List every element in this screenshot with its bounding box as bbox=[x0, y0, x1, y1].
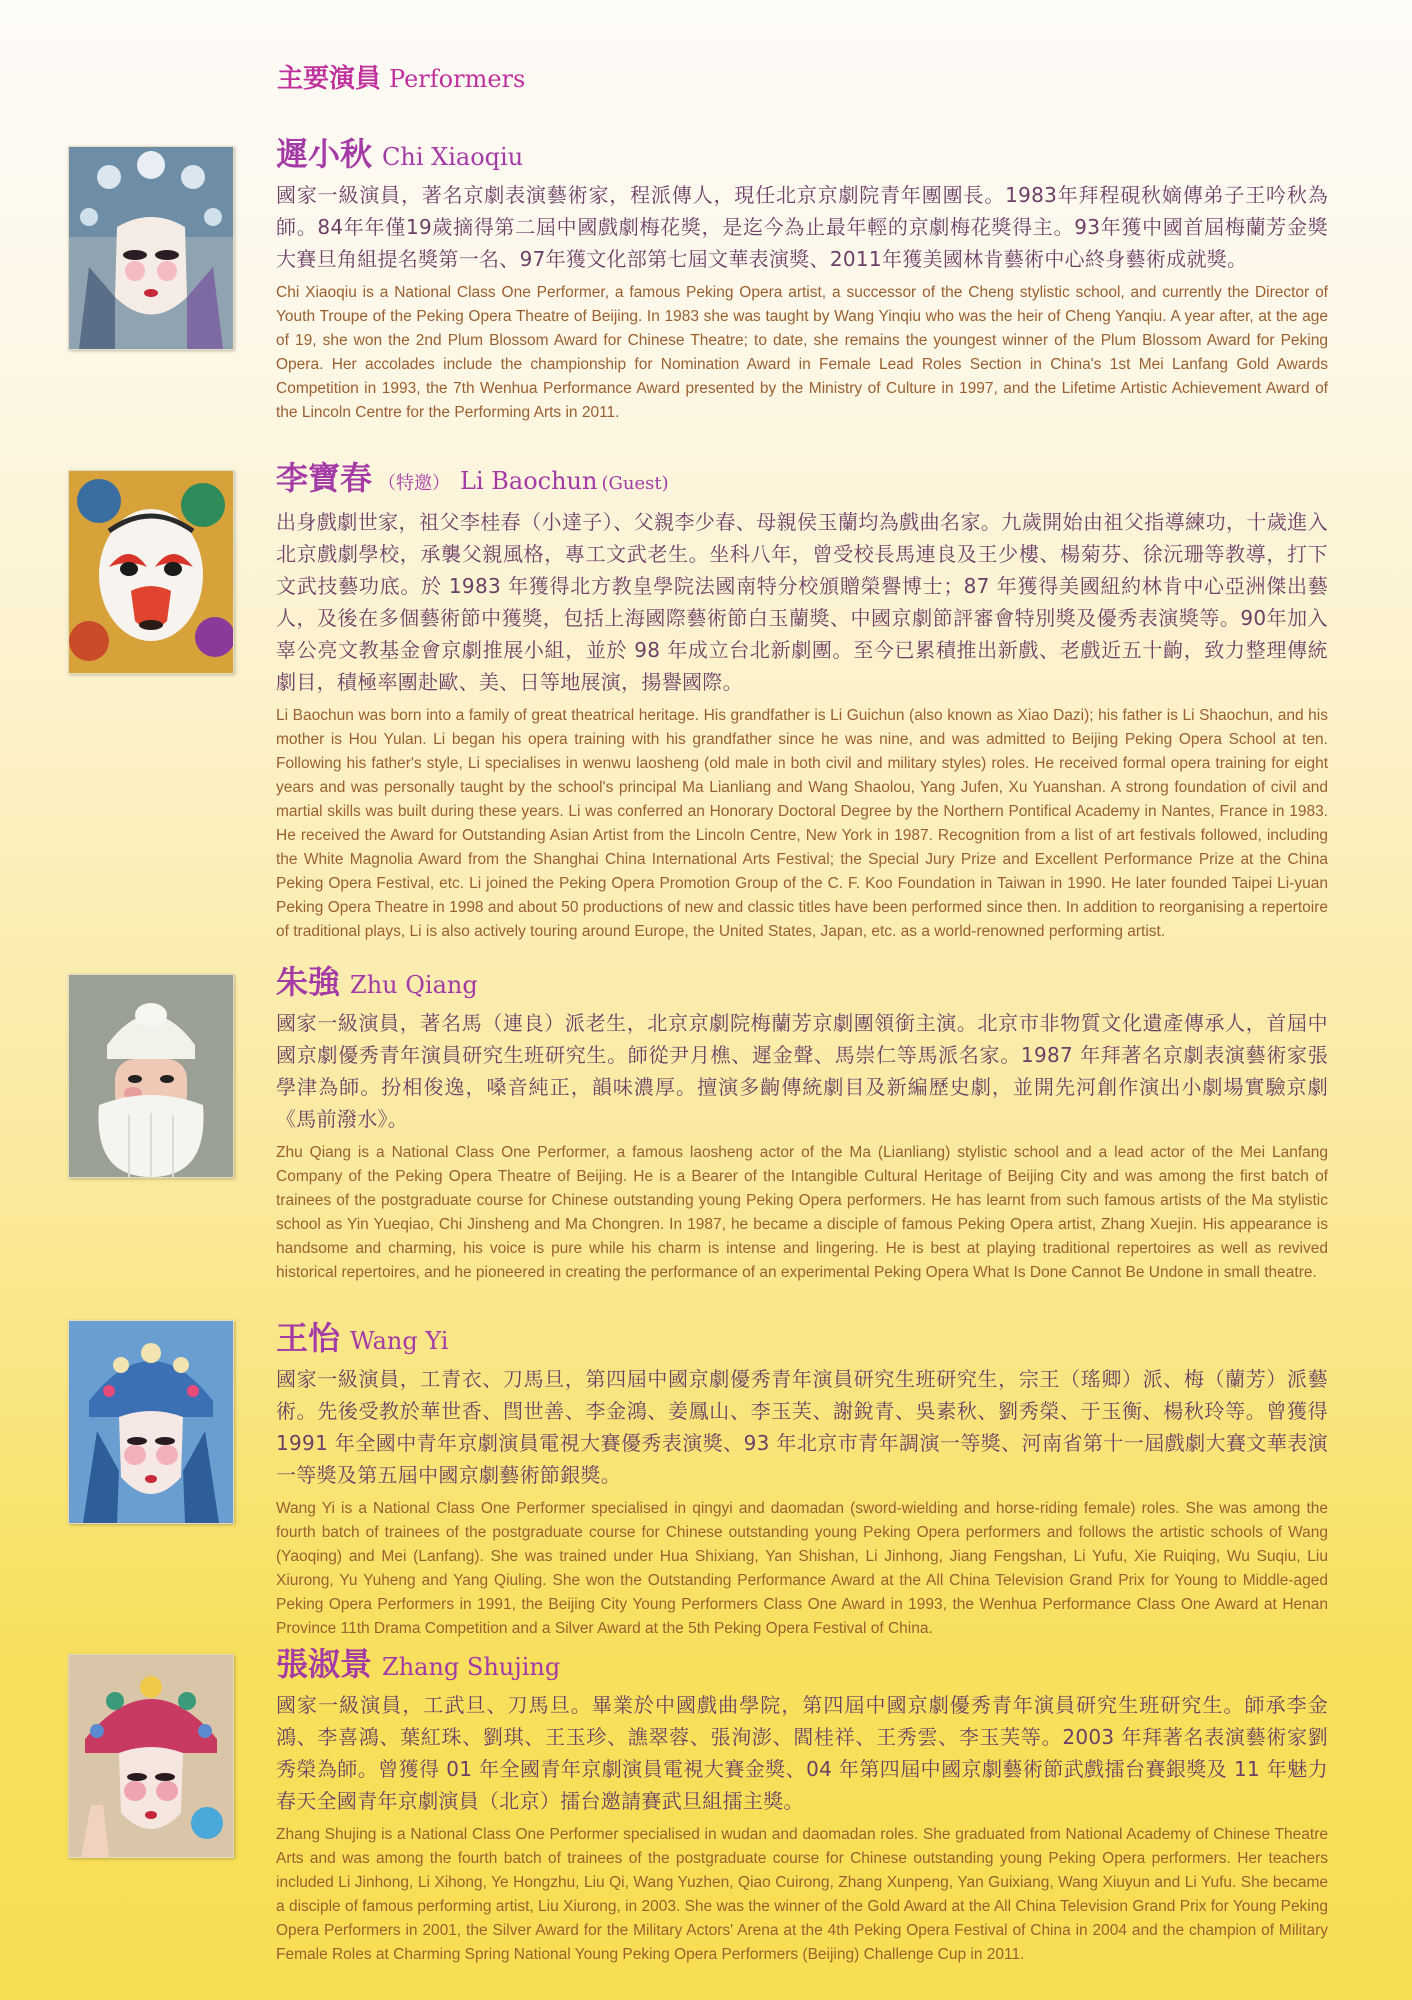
performer-bio-en: Wang Yi is a National Class One Performer specialised in qingyi and daomadan (sword-wielding and horse-riding female) roles. She was among the fourth batch of trainees of the postgraduate course for Chinese outstanding young Peking Opera performers and follows the artistic schools of Wang (Yaoqing) and Mei (Lanfang). She was trained under Hua Shixiang, Yan Shishan, Li Jinhong, Jiang Fengshan, Li Yufu, Xie Ruiqing, Wu Suqiu, Liu Xiurong, Yu Yuheng and Yang Qiuling. She won the Outstanding Performance Award at the All China Television Grand Prix for Young to Middle-aged Peking Opera Performers in 1991, the Beijing City Young Performers Class One Award in 1993, the Wenhua Performance Class One Award at Henan Province 11th Drama Competition and a Silver Award at the 5th Peking Opera Festival of China. bbox=[276, 1500, 1328, 1637]
performer-bio-zh: 國家一級演員，著名京劇表演藝術家，程派傳人，現任北京京劇院青年團團長。1983年拜程硯秋嫡傳弟子王吟秋為師。84年年僅19歲摘得第二屆中國戲劇梅花獎，是迄今為止最年輕的京劇梅花獎得主。93年獲中國首屆梅蘭芳金獎大賽旦角組提名獎第一名、97年獲文化部第七屆文華表演獎、2011年獲美國林肯藝術中心終身藝術成就獎。 bbox=[276, 183, 1328, 271]
performer-name-en: Chi Xiaoqiu bbox=[382, 143, 524, 171]
performer-bio bbox=[276, 964, 1328, 1285]
page-title bbox=[277, 58, 525, 95]
performer-photo bbox=[68, 1654, 234, 1858]
performer-name-en: Li Baochun bbox=[460, 467, 598, 495]
performer-name bbox=[276, 1646, 1328, 1685]
performer-name bbox=[276, 136, 1328, 175]
performer-bio bbox=[276, 1320, 1328, 1641]
performer-bio-zh: 國家一級演員，工青衣、刀馬旦，第四屆中國京劇優秀青年演員研究生班研究生，宗王（瑤卿）派、梅（蘭芳）派藝術。先後受教於華世香、閆世善、李金鴻、姜鳳山、李玉芙、謝銳青、吳素秋、劉秀榮、于玉衡、楊秋玲等。曾獲得 1991 年全國中青年京劇演員電視大賽優秀表演獎、93 年北京市青年調演一等獎、河南省第十一屆戲劇大賽文華表演一等獎及第五屆中國京劇藝術節銀獎。 bbox=[276, 1367, 1328, 1487]
performer-name-zh: 遲小秋 bbox=[276, 135, 373, 173]
performer-name-zh: 朱強 bbox=[276, 963, 341, 1001]
performer-bio-en: Zhang Shujing is a National Class One Performer specialised in wudan and daomadan roles. She graduated from National Academy of Chinese Theatre Arts and was among the fourth batch of trainees of the postgraduate course for Chinese outstanding young Peking Opera performers. Her teachers included Li Jinhong, Li Xihong, Ye Hongzhu, Liu Qi, Wang Yuzhen, Qiao Cuirong, Zhang Xunpeng, Yan Guixiang, Wang Xiuyun and Li Yufu. She became a disciple of famous performing artist, Liu Xiurong, in 2003. She was the winner of the Gold Award at the All China Television Grand Prix for Young Peking Opera Performers in 2001, the Silver Award for the Military Actors' Arena at the 4th Peking Opera Festival of China in 2004 and the champion of Military Female Roles at Charming Spring National Young Peking Opera Performers (Beijing) Challenge Cup in 2011. bbox=[276, 1826, 1328, 1963]
performer-name-zh: 張淑景 bbox=[276, 1645, 373, 1683]
performer-photo bbox=[68, 470, 234, 674]
performer-bio-en: Chi Xiaoqiu is a National Class One Performer, a famous Peking Opera artist, a successor of the Cheng stylistic school, and currently the Director of Youth Troupe of the Peking Opera Theatre of Beijing. In 1983 she was taught by Wang Yinqiu who was the heir of Cheng Yanqiu. A year after, at the age of 19, she won the 2nd Plum Blossom Award for Chinese Theatre; to date, she remains the youngest winner of the Plum Blossom Award for Peking Opera. Her accolades include the championship for Nomination Award in Female Lead Roles Section in China's 1st Mei Lanfang Gold Awards Competition in 1993, the 7th Wenhua Performance Award presented by the Ministry of Culture in 1997, and the Lifetime Artistic Achievement Award of the Lincoln Centre for the Performing Arts in 2011. bbox=[276, 284, 1328, 421]
performer-bio bbox=[276, 136, 1328, 425]
performer-bio-zh: 國家一級演員，工武旦、刀馬旦。畢業於中國戲曲學院，第四屆中國京劇優秀青年演員研究生班研究生。師承李金鴻、李喜鴻、葉紅珠、劉琪、王玉珍、譙翠蓉、張洵澎、閻桂祥、王秀雲、李玉芙等。2003 年拜著名表演藝術家劉秀榮為師。曾獲得 01 年全國青年京劇演員電視大賽金獎、04 年第四屆中國京劇藝術節武戲擂台賽銀獎及 11 年魅力春天全國青年京劇演員（北京）擂台邀請賽武旦組擂主獎。 bbox=[276, 1693, 1328, 1813]
performer-name-en: Zhang Shujing bbox=[382, 1653, 561, 1681]
performer-name-note-en: (Guest) bbox=[601, 473, 669, 494]
performer-bio-zh: 出身戲劇世家，祖父李桂春（小達子）、父親李少春、母親侯玉蘭均為戲曲名家。九歲開始由祖父指導練功，十歲進入北京戲劇學校，承襲父親風格，專工文武老生。坐科八年，曾受校長馬連良及王少樓、楊菊芬、徐沅珊等教導，打下文武技藝功底。於 1983 年獲得北方教皇學院法國南特分校頒贈榮譽博士；87 年獲得美國紐約林肯中心亞洲傑出藝人，及後在多個藝術節中獲獎，包括上海國際藝術節白玉蘭獎、中國京劇節評審會特別獎及優秀表演獎等。90年加入辜公亮文教基金會京劇推展小組，並於 98 年成立台北新劇團。至今已累積推出新戲、老戲近五十齣，致力整理傳統劇目，積極率團赴歐、美、日等地展演，揚譽國際。 bbox=[276, 510, 1328, 694]
performer-bio-en: Li Baochun was born into a family of great theatrical heritage. His grandfather is Li Guichun (also known as Xiao Dazi); his father is Li Shaochun, and his mother is Hou Yulan. Li began his opera training with his grandfather since he was nine, and was admitted to Beijing Peking Opera School at ten. Following his father's style, Li specialises in wenwu laosheng (old male in both civil and military styles) roles. He received formal opera training for eight years and was personally taught by the school's principal Ma Lianliang and Wang Shaolou, Yang Jufen, Xu Yuanshan. A strong foundation of civil and martial skills was built during these years. Li was conferred an Honorary Doctoral Degree by the Northern Pontifical Academy in Nantes, France in 1983. He received the Award for Outstanding Asian Artist from the Lincoln Centre, New York in 1987. Recognition from a list of art festivals followed, including the White Magnolia Award from the Shanghai China International Arts Festival; the Special Jury Prize and Excellent Performance Prize at the China Peking Opera Festival, etc. Li joined the Peking Opera Promotion Group of the C. F. Koo Foundation in Taiwan in 1990. He later founded Taipei Li-yuan Peking Opera Theatre in 1998 and about 50 productions of new and classic titles have been performed since then. In addition to reorganising a repertoire of traditional plays, Li is also actively touring around Europe, the United States, Japan, etc. as a world-renowned performing artist. bbox=[276, 707, 1328, 940]
performer-name bbox=[276, 1320, 1328, 1359]
page-title-en: Performers bbox=[389, 65, 526, 93]
performer-bio bbox=[276, 460, 1328, 944]
performer-name bbox=[276, 964, 1328, 1003]
performer-name-note-zh: （特邀） bbox=[378, 473, 451, 494]
performer-name bbox=[276, 460, 1328, 502]
performer-bio-en: Zhu Qiang is a National Class One Performer, a famous laosheng actor of the Ma (Lianliang) stylistic school and a lead actor of the Mei Lanfang Company of the Peking Opera Theatre of Beijing. He is a Bearer of the Intangible Cultural Heritage of Beijing City and was among the first batch of trainees of the postgraduate course for Chinese outstanding young Peking Opera performers. He has learnt from such famous artists of the Ma stylistic school as Yin Yueqiao, Chi Jinsheng and Ma Chongren. In 1987, he became a disciple of famous Peking Opera artist, Zhang Xuejin. His appearance is handsome and charming, his voice is pure while his charm is intense and lingering. He is best at playing traditional repertoires as well as revived historical repertoires, and he pioneered in creating the performance of an experimental Peking Opera What Is Done Cannot Be Undone in small theatre. bbox=[276, 1144, 1328, 1281]
performer-name-zh: 王怡 bbox=[276, 1319, 341, 1357]
performer-photo bbox=[68, 146, 234, 350]
performer-bio-zh: 國家一級演員，著名馬（連良）派老生，北京京劇院梅蘭芳京劇團領銜主演。北京市非物質文化遺產傳承人，首屆中國京劇優秀青年演員研究生班研究生。師從尹月樵、遲金聲、馬崇仁等馬派名家。1987 年拜著名京劇表演藝術家張學津為師。扮相俊逸，嗓音純正，韻味濃厚。擅演多齣傳統劇目及新編歷史劇，並開先河創作演出小劇場實驗京劇《馬前潑水》。 bbox=[276, 1011, 1328, 1131]
performer-name-en: Wang Yi bbox=[350, 1327, 449, 1355]
performer-name-zh: 李寶春 bbox=[276, 459, 373, 497]
page-title-zh: 主要演員 bbox=[277, 64, 382, 94]
performer-name-en: Zhu Qiang bbox=[350, 971, 478, 999]
performer-photo bbox=[68, 974, 234, 1178]
performer-bio bbox=[276, 1646, 1328, 1967]
performer-photo bbox=[68, 1320, 234, 1524]
